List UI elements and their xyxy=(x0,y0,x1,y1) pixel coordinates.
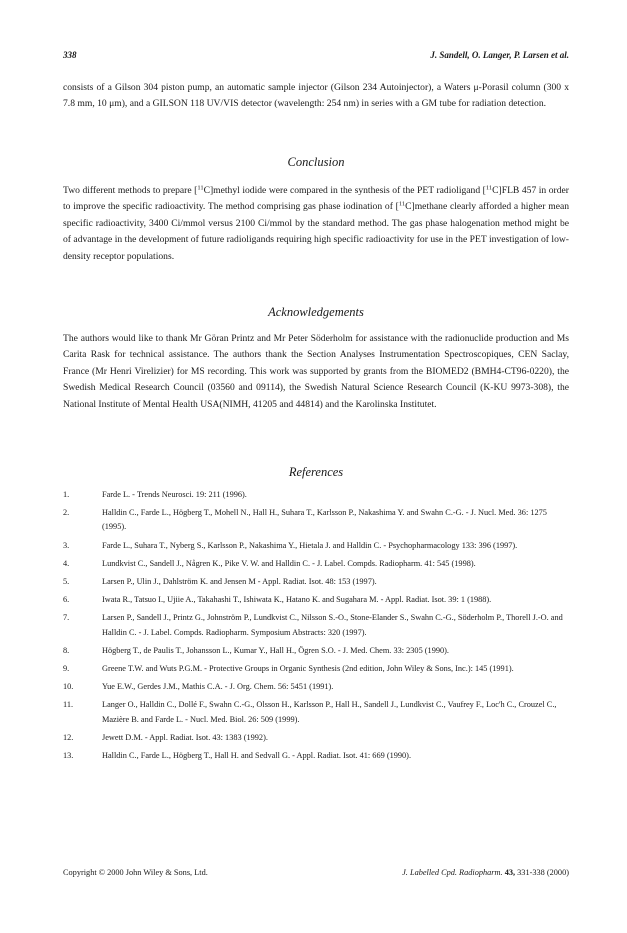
reference-number: 4. xyxy=(63,558,70,568)
reference-item xyxy=(63,698,569,726)
reference-text: Iwata R., Tatsuo I., Ujiie A., Takahashi T., Ishiwata K., Hatano K. and Sugahara M. - Appl. Radiat. Isot. 39: 1 (1988). xyxy=(102,595,492,605)
conclusion-paragraph: Two different methods to prepare [$^{11}$C]methyl iodide were compared in the synthesis of the PET radioligand [$^{11}$C]FLB 457 in order to improve the specific radioactivity. The method comprising gas phase iodination of [$^{11}$C]methane clearly afforded a higher mean specific radioactivity, 3400 Ci/mmol versus 2100 Ci/mmol by the standard method. The gas phase halogenation method might be of advantage in the development of future radioligands requiring high specific radioactivity for use in the PET investigation of low-density receptor populations. xyxy=(63,184,570,262)
methods-continuation: consists of a Gilson 304 piston pump, an automatic sample injector (Gilson 234 Autoinjector), a Waters μ-Porasil column (300 x 7.8 mm, 10 μm), and a GILSON 118 UV/VIS detector (wavelength: 254 nm) in series with a GM tube for radiation detection. xyxy=(63,82,569,110)
reference-number: 13. xyxy=(63,751,74,761)
reference-text: Yue E.W., Gerdes J.M., Mathis C.A. - J. Org. Chem. 56: 5451 (1991). xyxy=(102,682,334,692)
reference-item xyxy=(63,557,569,571)
reference-text: Langer O., Halldin C., Dollé F., Swahn C.-G., Olsson H., Karlsson P., Hall H., Sandell J., Lundkvist C., Vaufrey F., Loc'h C., Crouzel C., Mazière B. and Farde L. - Nucl. Med. Biol. 26: 509 (1999). xyxy=(102,700,557,724)
journal-volume: 43, xyxy=(504,868,516,877)
reference-number: 1. xyxy=(63,490,70,499)
reference-text: Högberg T., de Paulis T., Johansson L., Kumar Y., Hall H., Ögren S.O. - J. Med. Chem. 33: 2305 (1990). xyxy=(102,645,449,655)
reference-text: Halldin C., Farde L., Högberg T., Hall H. and Sedvall G. - Appl. Radiat. Isot. 41: 669 (1990). xyxy=(102,751,412,761)
references-list xyxy=(63,488,569,767)
page-footer xyxy=(63,868,569,882)
reference-item xyxy=(63,593,569,607)
page-number: 338 xyxy=(63,50,77,60)
reference-number: 10. xyxy=(63,682,74,692)
reference-text: Halldin C., Farde L., Högberg T., Mohell N., Hall H., Suhara T., Karlsson P., Nakashima Y. and Swahn C.-G. - J. Nucl. Med. 36: 1275 (1995). xyxy=(102,508,547,532)
reference-text: Larsen P., Sandell J., Printz G., Johnström P., Lundkvist C., Nilsson S.-O., Stone-Elander S., Swahn C.-G., Söderholm P., Thorell J.-O. and Halldin C. - J. Label. Compds. Radiopharm. Symposium Abstracts: 320 (1997). xyxy=(102,613,563,637)
reference-number: 3. xyxy=(63,540,70,550)
references-heading: References xyxy=(288,465,344,479)
reference-text: Jewett D.M. - Appl. Radiat. Isot. 43: 1383 (1992). xyxy=(102,732,268,742)
reference-text: Larsen P., Ulin J., Dahlström K. and Jensen M - Appl. Radiat. Isot. 48: 153 (1997). xyxy=(102,577,377,587)
journal-name: J. Labelled Cpd. Radiopharm. xyxy=(402,868,503,877)
reference-text: Farde L., Suhara T., Nyberg S., Karlsson P., Nakashima Y., Hietala J. and Halldin C. - Psychopharmacology 133: 396 (1997). xyxy=(102,540,518,550)
reference-number: 12. xyxy=(63,732,74,742)
journal-pages: 331-338 (2000) xyxy=(517,868,569,877)
reference-number: 6. xyxy=(63,595,70,605)
reference-item xyxy=(63,506,569,534)
reference-item xyxy=(63,611,569,639)
running-head-authors: J. Sandell, O. Langer, P. Larsen et al. xyxy=(430,50,569,60)
reference-text: Lundkvist C., Sandell J., Någren K., Pike V. W. and Halldin C. - J. Label. Compds. Radiopharm. 41: 545 (1998). xyxy=(102,558,476,568)
reference-number: 2. xyxy=(63,508,70,518)
reference-number: 7. xyxy=(63,613,70,623)
running-head xyxy=(63,50,569,64)
reference-number: 11. xyxy=(63,700,74,710)
reference-number: 8. xyxy=(63,645,70,655)
reference-text: Farde L. - Trends Neurosci. 19: 211 (1996). xyxy=(102,490,247,499)
conclusion-heading: Conclusion xyxy=(287,155,345,169)
reference-item xyxy=(63,749,569,763)
journal-citation xyxy=(402,868,569,877)
reference-item xyxy=(63,680,569,694)
copyright-notice: Copyright © 2000 John Wiley & Sons, Ltd. xyxy=(63,868,208,877)
reference-item xyxy=(63,575,569,589)
reference-item xyxy=(63,731,569,745)
reference-number: 5. xyxy=(63,577,70,587)
reference-item xyxy=(63,662,569,676)
acknowledgements-paragraph: The authors would like to thank Mr Göran Printz and Mr Peter Söderholm for assistance with the radionuclide production and Ms Carita Rask for technical assistance. The authors thank the Section Analyses Instrumentation Spectroscopiques, CEN Saclay, France (Mr Henri Virelizier) for MS recording. This work was supported by grants from the BIOMED2 (BMH4-CT96-0220), the Swedish Medical Research Council (03560 and 09114), the Swedish Natural Science Research Council (K-KU 9973-308), the National Institute of Mental Health USA(NIMH, 41205 and 44814) and the Karolinska Institutet. xyxy=(63,333,569,410)
reference-item xyxy=(63,539,569,553)
reference-item xyxy=(63,488,569,502)
reference-item xyxy=(63,644,569,658)
reference-number: 9. xyxy=(63,664,70,674)
acknowledgements-heading: Acknowledgements xyxy=(268,305,364,319)
reference-text: Greene T.W. and Wuts P.G.M. - Protective Groups in Organic Synthesis (2nd edition, John Wiley & Sons, Inc.): 145 (1991). xyxy=(102,664,514,674)
